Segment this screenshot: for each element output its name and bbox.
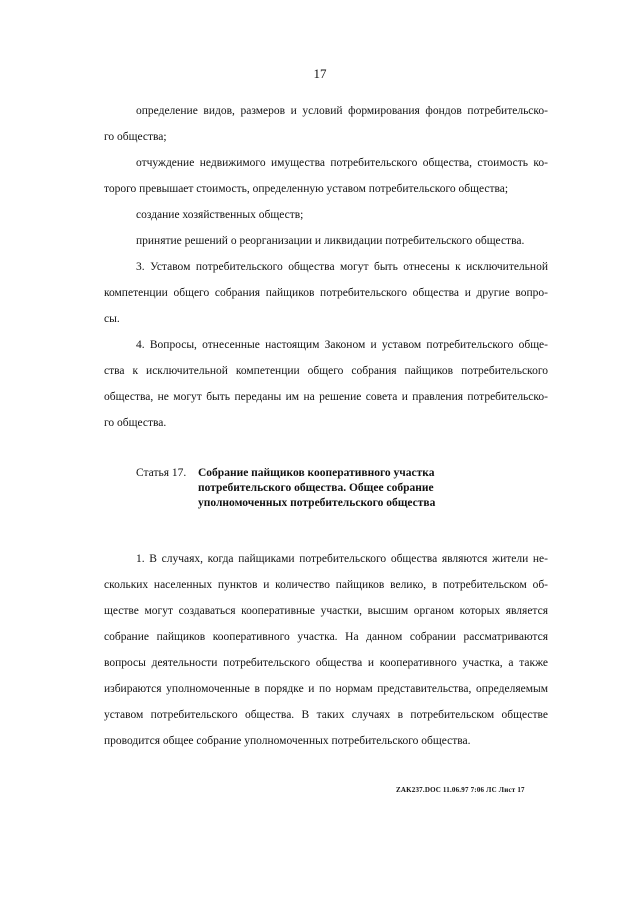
article-title-line: потребительского общества. Общее собрание — [198, 482, 434, 494]
text-line: сы. — [104, 313, 120, 325]
text-line: 3. Уставом потребительского общества могут быть отнесены к исключительной — [136, 261, 548, 273]
text-line: скольких населенных пунктов и количество пайщиков велико, в потребительском об- — [104, 579, 548, 591]
text-line: го общества; — [104, 131, 167, 143]
article-title-line: Собрание пайщиков кооперативного участка — [198, 467, 435, 479]
article-title-line: уполномоченных потребительского общества — [198, 497, 436, 509]
article-label: Статья 17. — [136, 467, 187, 479]
text-line: вопросы деятельности потребительского общества и кооперативного участка, а также — [104, 657, 548, 669]
text-line: создание хозяйственных обществ; — [136, 209, 304, 221]
text-line: отчуждение недвижимого имущества потребительского общества, стоимость ко- — [136, 157, 548, 169]
text-line: компетенции общего собрания пайщиков потребительского общества и другие вопро- — [104, 287, 548, 299]
text-line: 1. В случаях, когда пайщиками потребительского общества являются жители не- — [136, 553, 548, 565]
text-line: собрание пайщиков кооперативного участка. На данном собрании рассматриваются — [104, 631, 548, 643]
text-line: избираются уполномоченные в порядке и по нормам представительства, определяемым — [104, 683, 548, 695]
document-footer: ZAK237.DOC 11.06.97 7:06 ЛС Лист 17 — [396, 786, 525, 794]
text-line: определение видов, размеров и условий формирования фондов потребительско- — [136, 105, 548, 117]
text-line: проводится общее собрание уполномоченных потребительского общества. — [104, 735, 471, 747]
text-line: ществе могут создаваться кооперативные участки, высшим органом которых является — [104, 605, 548, 617]
text-line: го общества. — [104, 417, 167, 429]
text-line: общества, не могут быть переданы им на решение совета и правления потребительско- — [104, 391, 548, 403]
text-line: ства к исключительной компетенции общего собрания пайщиков потребительского — [104, 365, 548, 377]
text-line: 4. Вопросы, отнесенные настоящим Законом и уставом потребительского обще- — [136, 339, 548, 351]
page-number: 17 — [313, 66, 327, 81]
text-line: торого превышает стоимость, определенную уставом потребительского общества; — [104, 183, 509, 195]
text-line: уставом потребительского общества. В таких случаях в потребительском обществе — [104, 709, 548, 721]
text-line: принятие решений о реорганизации и ликвидации потребительского общества. — [136, 235, 525, 247]
